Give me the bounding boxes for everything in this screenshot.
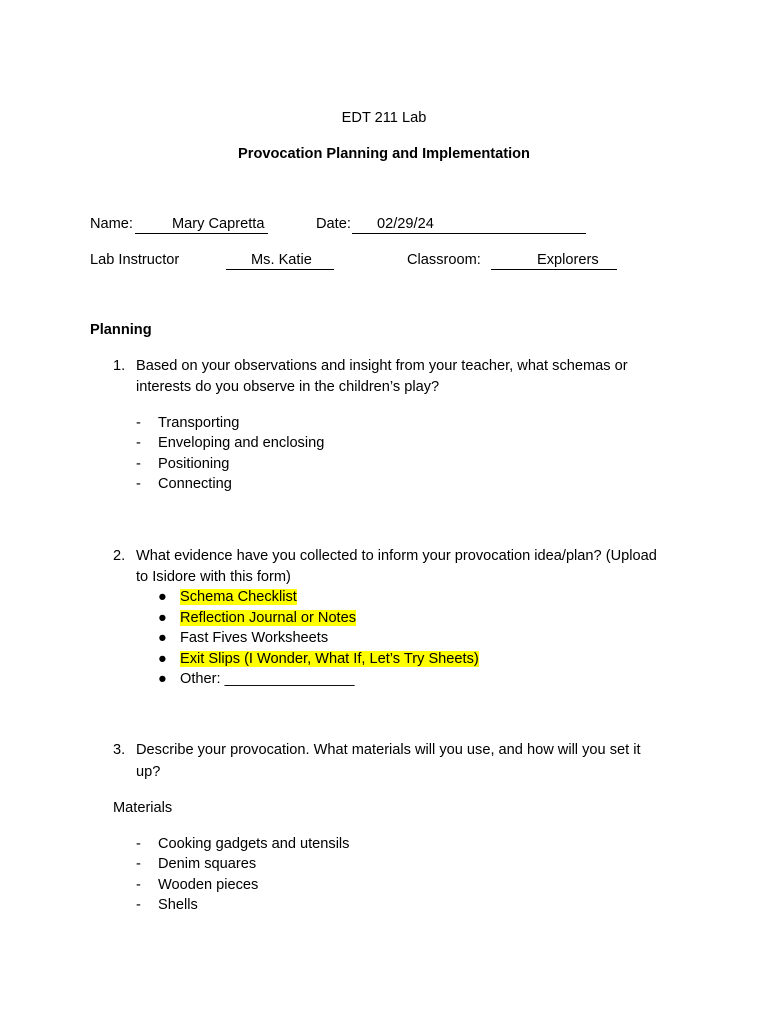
bullet-marker: ● [158,610,167,626]
instructor-label: Lab Instructor [90,252,180,268]
dash-marker: - [136,856,141,872]
list-item: Wooden pieces [158,877,259,893]
classroom-value: Explorers [491,252,617,270]
evidence-option [180,650,479,668]
bullet-marker: ● [158,630,167,646]
course-title: EDT 211 Lab [341,110,427,126]
evidence-option [180,670,354,688]
bullet-marker: ● [158,651,167,667]
document-title: Provocation Planning and Implementation [238,146,530,162]
evidence-option [180,629,328,647]
option-label: Exit Slips (I Wonder, What If, Let’s Try Sheets) [180,651,479,667]
dash-marker: - [136,897,141,913]
name-field [135,215,268,234]
classroom-field [491,251,617,270]
question-3-text-line-1: Describe your provocation. What materials will you use, and how will you set it [136,742,641,758]
question-1-text-line-1: Based on your observations and insight from your teacher, what schemas or [136,358,628,374]
dash-marker: - [136,877,141,893]
option-label: Other: ________________ [180,671,355,687]
name-label: Name: [90,216,133,232]
option-label: Reflection Journal or Notes [180,610,357,626]
name-value: Mary Capretta [135,216,268,234]
question-2-number: 2. [113,548,126,564]
evidence-option [180,588,297,606]
list-item: Connecting [158,476,232,492]
materials-label: Materials [113,800,173,816]
bullet-marker: ● [158,671,167,687]
evidence-option [180,609,356,627]
bullet-marker: ● [158,589,167,605]
question-1-number: 1. [113,358,126,374]
section-heading: Planning [90,322,152,338]
list-item: Positioning [158,456,230,472]
instructor-value: Ms. Katie [226,252,334,270]
question-2-text-line-1: What evidence have you collected to inform your provocation idea/plan? (Upload [136,548,657,564]
dash-marker: - [136,476,141,492]
list-item: Cooking gadgets and utensils [158,836,350,852]
date-value: 02/29/24 [352,216,586,234]
dash-marker: - [136,435,141,451]
question-1-text-line-2: interests do you observe in the children’s play? [136,379,440,395]
question-3-text-line-2: up? [136,764,161,780]
dash-marker: - [136,836,141,852]
dash-marker: - [136,415,141,431]
option-label: Schema Checklist [180,589,297,605]
question-2-text-line-2: to Isidore with this form) [136,569,291,585]
date-label: Date: [316,216,351,232]
classroom-label: Classroom: [407,252,481,268]
list-item: Shells [158,897,198,913]
dash-marker: - [136,456,141,472]
list-item: Enveloping and enclosing [158,435,325,451]
option-label: Fast Fives Worksheets [180,630,329,646]
question-3-number: 3. [113,742,126,758]
instructor-field [226,251,334,270]
list-item: Denim squares [158,856,257,872]
list-item: Transporting [158,415,240,431]
date-field [352,215,586,234]
